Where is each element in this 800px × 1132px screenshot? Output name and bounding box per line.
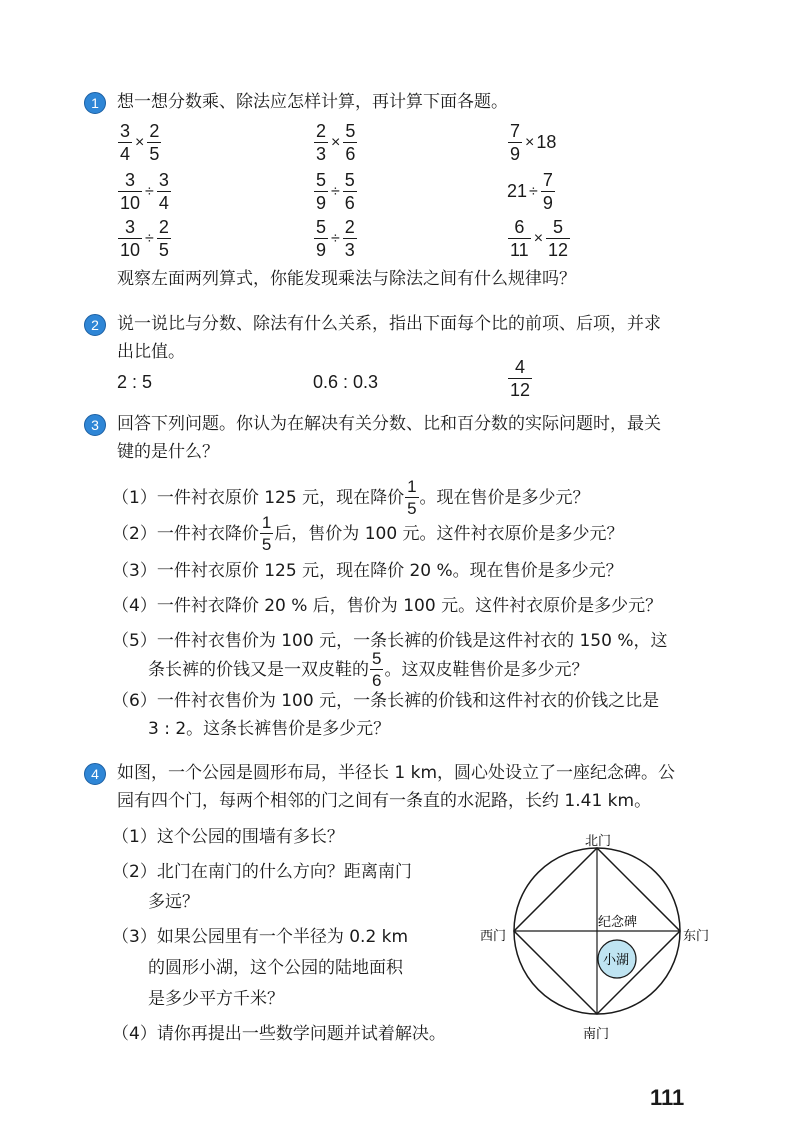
fraction: $\frac{5}{9}$ [316, 170, 327, 213]
west-gate-label: 西门 [480, 929, 507, 944]
fraction: $\frac{6}{11}$ [510, 217, 529, 260]
q1-expr-2b: $\frac{5}{9}$ ÷ $\frac{5}{6}$ [316, 170, 355, 213]
fraction: $\frac{3}{10}$ [120, 217, 141, 260]
fraction: $\frac{3}{4}$ [158, 170, 169, 213]
q4-part-2-line1: （2）北门在南门的什么方向？距离南门 [112, 862, 412, 882]
q3-part-3: （3）一件衬衣原价 125 元，现在降价 20 %。现在售价是多少元？ [112, 561, 623, 581]
q3-line2: 键的是什么？ [117, 442, 219, 462]
q4-line2: 园有四个门，每两个相邻的门之间有一条直的水泥路，长约 1.41 km。 [117, 791, 652, 811]
fraction: $\frac{5}{9}$ [316, 217, 327, 260]
q3-line1: 回答下列问题。你认为在解决有关分数、比和百分数的实际问题时，最关 [117, 414, 661, 434]
fraction: $\frac{2}{3}$ [316, 121, 327, 164]
question-number-3: 3 [84, 414, 106, 436]
ratio-2: 0.6 : 0.3 [313, 372, 379, 392]
south-gate-label: 南门 [583, 1027, 610, 1042]
q1-expr-1b: $\frac{2}{3}$ × $\frac{5}{6}$ [316, 121, 356, 164]
page-number: 111 [650, 1085, 685, 1110]
question-number-2: 2 [84, 314, 106, 336]
q2-line1: 说一说比与分数、除法有什么关系，指出下面每个比的前项、后项，并求 [117, 314, 661, 334]
fraction: $\frac{7}{9}$ [510, 121, 521, 164]
q1-prompt: 想一想分数乘、除法应怎样计算，再计算下面各题。 [117, 92, 508, 112]
fraction: $\frac{1}{5}$ [261, 513, 272, 554]
fraction: $\frac{5}{6}$ [344, 170, 355, 213]
q3-part-2: （2）一件衬衣降价 $\frac{1}{5}$ 后，售价为 100 元。这件衬衣原价是多少元？ [112, 513, 624, 554]
question-number-1: 1 [84, 92, 106, 114]
fraction: $\frac{5}{6}$ [345, 121, 356, 164]
lake-label: 小湖 [603, 953, 630, 968]
fraction: $\frac{1}{5}$ [407, 477, 417, 518]
fraction: $\frac{2}{5}$ [149, 121, 160, 164]
q1-expr-2a: $\frac{3}{10}$ ÷ $\frac{3}{4}$ [120, 170, 169, 213]
fraction: $\frac{2}{3}$ [344, 217, 355, 260]
q4-part-1: （1）这个公园的围墙有多长？ [112, 827, 344, 847]
fraction: $\frac{7}{9}$ [542, 170, 553, 213]
q4-part-4: （4）请你再提出一些数学问题并试着解决。 [112, 1024, 446, 1044]
q2-line2: 出比值。 [117, 342, 185, 362]
q1-expr-3a: $\frac{3}{10}$ ÷ $\frac{2}{5}$ [120, 217, 169, 260]
q4-part-2-line2: 多远？ [148, 892, 199, 912]
q1-observe: 观察左面两列算式，你能发现乘法与除法之间有什么规律吗？ [117, 269, 576, 289]
north-gate-label: 北门 [585, 834, 612, 849]
ratio-3 [507, 358, 533, 399]
fraction: $\frac{4}{12}$ [510, 357, 531, 400]
park-diagram [470, 826, 720, 1046]
q1-expr-1a: $\frac{3}{4}$ × $\frac{2}{5}$ [120, 121, 160, 164]
q3-part-5-line1: （5）一件衬衣售价为 100 元，一条长裤的价钱是这件衬衣的 150 %，这 [112, 631, 668, 651]
q3-part-5-line2: 条长裤的价钱又是一双皮鞋的 $\frac{5}{6}$ 。这双皮鞋售价是多少元？ [148, 649, 589, 690]
q3-part-1: （1）一件衬衣原价 125 元，现在降价 $\frac{1}{5}$ 。现在售价是多少元？ [112, 477, 590, 518]
fraction: $\frac{3}{4}$ [120, 121, 131, 164]
monument-label: 纪念碑 [598, 915, 638, 930]
fraction: $\frac{3}{10}$ [120, 170, 141, 213]
q1-expr-2c: 21 ÷ $\frac{7}{9}$ [507, 170, 553, 213]
fraction: $\frac{5}{6}$ [372, 649, 382, 690]
q3-part-6-line2: 3 : 2。这条长裤售价是多少元？ [148, 719, 391, 739]
q3-part-6-line1: （6）一件衬衣售价为 100 元，一条长裤的价钱和这件衬衣的价钱之比是 [112, 691, 660, 711]
ratio-1: 2 : 5 [117, 372, 153, 392]
q1-expr-3b: $\frac{5}{9}$ ÷ $\frac{2}{3}$ [316, 217, 355, 260]
q4-part-3-line3: 是多少平方千米？ [148, 989, 284, 1009]
q4-part-3-line1: （3）如果公园里有一个半径为 0.2 km [112, 927, 409, 947]
q1-expr-1c: $\frac{7}{9}$ × 18 [510, 121, 557, 164]
q3-part-4: （4）一件衬衣降价 20 % 后，售价为 100 元。这件衬衣原价是多少元？ [112, 596, 663, 616]
fraction: $\frac{5}{12}$ [548, 217, 569, 260]
q4-line1: 如图，一个公园是圆形布局，半径长 1 km，圆心处设立了一座纪念碑。公 [117, 763, 676, 783]
question-number-4: 4 [84, 763, 106, 785]
q4-part-3-line2: 的圆形小湖，这个公园的陆地面积 [148, 958, 403, 978]
q1-expr-3c: $\frac{6}{11}$ × $\frac{5}{12}$ [510, 217, 569, 260]
east-gate-label: 东门 [683, 929, 710, 944]
fraction: $\frac{2}{5}$ [158, 217, 169, 260]
